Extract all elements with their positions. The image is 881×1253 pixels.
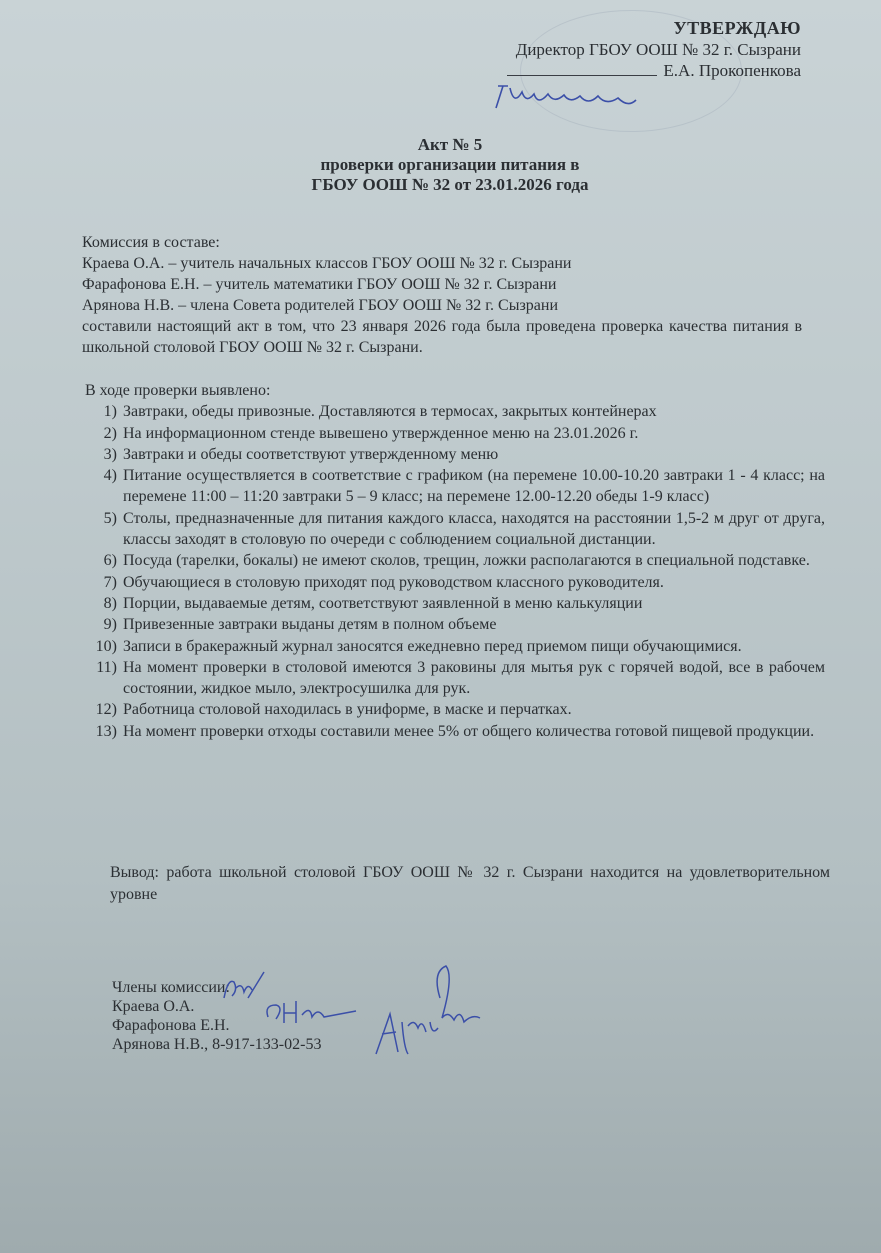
finding-item: [85, 423, 825, 444]
finding-number: 6): [103, 552, 117, 570]
director-signature-line: [507, 61, 657, 76]
findings-section: [85, 380, 825, 742]
finding-text: Посуда (тарелки, бокалы) не имеют сколов, трещин, ложки располагаются в специальной подставке.: [123, 552, 810, 570]
finding-item: [85, 657, 825, 700]
finding-text: На момент проверки отходы составили менее 5% от общего количества готовой пищевой продукции.: [123, 722, 815, 740]
finding-number: 13): [95, 722, 117, 740]
signature-member: Арянова Н.В., 8-917-133-02-53: [112, 1036, 322, 1053]
commission-member: Фарафонова Е.Н. – учитель математики ГБОУ ООШ № 32 г. Сызрани: [82, 276, 557, 293]
finding-number: 3): [103, 445, 117, 463]
findings-intro: В ходе проверки выявлено:: [85, 382, 271, 399]
finding-text: Завтраки и обеды соответствуют утвержденному меню: [123, 445, 499, 463]
finding-text: Привезенные завтраки выданы детям в полном объеме: [123, 616, 497, 634]
signatures-heading: Члены комиссии:: [112, 979, 230, 996]
finding-item: [85, 593, 825, 614]
finding-number: 4): [103, 467, 117, 485]
act-title-line3: ГБОУ ООШ № 32 от 23.01.2026 года: [311, 175, 589, 194]
finding-text: На момент проверки в столовой имеются 3 раковины для мытья рук с горячей водой, все в рабочем состоянии, жидкое мыло, электросушилка для рук.: [123, 658, 825, 698]
finding-number: 5): [103, 509, 117, 527]
act-title-line2: проверки организации питания в: [320, 155, 580, 174]
finding-item: [85, 636, 825, 657]
finding-item: [85, 721, 825, 742]
signature-kraeva: [218, 968, 268, 1008]
signature-member: Краева О.А.: [112, 998, 195, 1015]
approval-block: [507, 18, 801, 81]
finding-number: 9): [103, 616, 117, 634]
finding-text: Работница столовой находилась в униформе, в маске и перчатках.: [123, 701, 572, 719]
finding-item: [85, 614, 825, 635]
commission-member: Арянова Н.В. – члена Совета родителей ГБОУ ООШ № 32 г. Сызрани: [82, 297, 559, 314]
approval-name: Е.А. Прокопенкова: [663, 61, 801, 80]
signature-member: Фарафонова Е.Н.: [112, 1017, 230, 1034]
finding-text: Записи в бракеражный журнал заносятся ежедневно перед приемом пищи обучающимися.: [123, 637, 742, 655]
findings-list: [85, 401, 825, 742]
commission-statement: составили настоящий акт в том, что 23 января 2026 года была проведена проверка качества питания в школьной столовой ГБОУ ООШ № 32 г. Сызрани.: [82, 318, 802, 356]
finding-number: 11): [96, 658, 117, 676]
finding-item: [85, 401, 825, 422]
finding-item: [85, 465, 825, 508]
finding-item: [85, 699, 825, 720]
conclusion: Вывод: работа школьной столовой ГБОУ ООШ № 32 г. Сызрани находится на удовлетворительном уровне: [110, 864, 830, 903]
finding-text: Обучающиеся в столовую приходят под руководством классного руководителя.: [123, 573, 664, 591]
commission-section: [82, 232, 802, 358]
finding-number: 7): [103, 573, 117, 591]
finding-number: 10): [95, 637, 117, 655]
finding-number: 8): [103, 594, 117, 612]
finding-item: [85, 444, 825, 465]
commission-intro: Комиссия в составе:: [82, 234, 220, 251]
finding-number: 12): [95, 701, 117, 719]
finding-text: На информационном стенде вывешено утвержденное меню на 23.01.2026 г.: [123, 424, 639, 442]
director-signature: [478, 78, 648, 112]
finding-text: Столы, предназначенные для питания каждого класса, находятся на расстоянии 1,5-2 м друг от друга, классы заходят в столовую по очереди с соблюдением социальной дистанции.: [123, 509, 825, 549]
finding-text: Завтраки, обеды привозные. Доставляются в термосах, закрытых контейнерах: [123, 403, 657, 421]
finding-text: Порции, выдаваемые детям, соответствуют заявленной в меню калькуляции: [123, 594, 643, 612]
finding-number: 1): [103, 403, 117, 421]
act-title-line1: Акт № 5: [417, 135, 483, 154]
finding-item: [85, 508, 825, 551]
finding-text: Питание осуществляется в соответствие с графиком (на перемене 10.00-10.20 завтраки 1 - 4 класс; на перемене 11:00 – 11:20 завтраки 5 – 9 класс; на перемене 12.00-12.20 обеды 1-9 класс): [123, 467, 825, 506]
signature-aryanova: [368, 962, 488, 1062]
finding-number: 2): [103, 424, 117, 442]
approval-position: Директор ГБОУ ООШ № 32 г. Сызрани: [515, 40, 801, 59]
act-title: [260, 135, 640, 195]
finding-item: [85, 550, 825, 571]
commission-member: Краева О.А. – учитель начальных классов ГБОУ ООШ № 32 г. Сызрани: [82, 255, 572, 272]
signature-farafonova: [262, 995, 362, 1029]
approval-heading: УТВЕРЖДАЮ: [673, 18, 801, 38]
finding-item: [85, 572, 825, 593]
